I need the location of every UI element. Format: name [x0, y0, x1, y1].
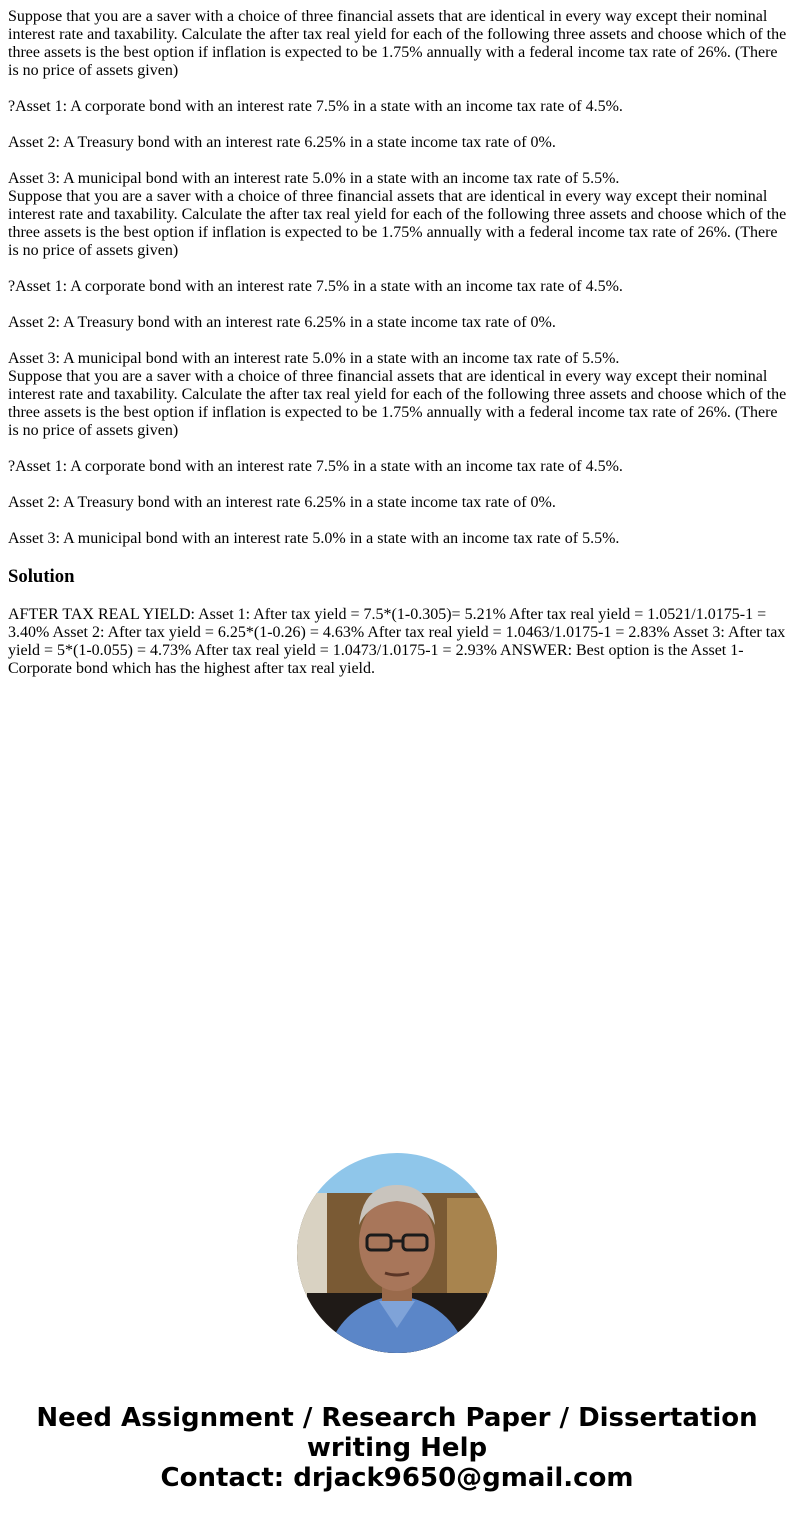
- question-asset-2: Asset 2: A Treasury bond with an interest rate 6.25% in a state income tax rate of 0%.: [8, 314, 556, 331]
- question-asset-2: Asset 2: A Treasury bond with an interest rate 6.25% in a state income tax rate of 0%.: [8, 494, 556, 511]
- footer-banner: [0, 1403, 794, 1493]
- question-asset-2: Asset 2: A Treasury bond with an interest rate 6.25% in a state income tax rate of 0%.: [8, 134, 556, 151]
- footer-contact: Contact: drjack9650@gmail.com: [160, 1463, 634, 1493]
- document-body: [8, 8, 788, 678]
- question-asset-3: Asset 3: A municipal bond with an interest rate 5.0% in a state with an income tax rate of 5.5%.: [8, 530, 620, 547]
- question-intro: Suppose that you are a saver with a choice of three financial assets that are identical in every way except their nominal interest rate and taxability. Calculate the after tax real yield for each of the following three assets and choose which of the three assets is the best option if inflation is expected to be 1.75% annually with a federal income tax rate of 26%. (There is no price of assets given): [8, 8, 787, 79]
- question-block-3: [8, 368, 788, 548]
- question-block-1: [8, 8, 788, 188]
- footer-line-1: Need Assignment / Research Paper / Dissertation: [36, 1403, 758, 1433]
- question-asset-3: Asset 3: A municipal bond with an interest rate 5.0% in a state with an income tax rate of 5.5%.: [8, 350, 620, 367]
- question-intro: Suppose that you are a saver with a choice of three financial assets that are identical in every way except their nominal interest rate and taxability. Calculate the after tax real yield for each of the following three assets and choose which of the three assets is the best option if inflation is expected to be 1.75% annually with a federal income tax rate of 26%. (There is no price of assets given): [8, 188, 787, 259]
- question-asset-1: ?Asset 1: A corporate bond with an interest rate 7.5% in a state with an income tax rate of 4.5%.: [8, 278, 623, 295]
- question-asset-3: Asset 3: A municipal bond with an interest rate 5.0% in a state with an income tax rate of 5.5%.: [8, 170, 620, 187]
- question-asset-1: ?Asset 1: A corporate bond with an interest rate 7.5% in a state with an income tax rate of 4.5%.: [8, 98, 623, 115]
- question-block-2: [8, 188, 788, 368]
- footer-line-2: writing Help: [306, 1433, 488, 1463]
- solution-text: AFTER TAX REAL YIELD: Asset 1: After tax yield = 7.5*(1-0.305)= 5.21% After tax real yield = 1.0521/1.0175-1 = 3.40% Asset 2: After tax yield = 6.25*(1-0.26) = 4.63% After tax real yield = 1.0463/1.0175-1 = 2.83% Asset 3: After tax yield = 5*(1-0.055) = 4.73% After tax real yield = 1.0473/1.0175-1 = 2.93% ANSWER: Best option is the Asset 1- Corporate bond which has the highest after tax real yield.: [8, 606, 786, 677]
- question-intro: Suppose that you are a saver with a choice of three financial assets that are identical in every way except their nominal interest rate and taxability. Calculate the after tax real yield for each of the following three assets and choose which of the three assets is the best option if inflation is expected to be 1.75% annually with a federal income tax rate of 26%. (There is no price of assets given): [8, 368, 787, 439]
- author-avatar: [297, 1153, 497, 1353]
- question-asset-1: ?Asset 1: A corporate bond with an interest rate 7.5% in a state with an income tax rate of 4.5%.: [8, 458, 623, 475]
- solution-heading: Solution: [8, 566, 75, 587]
- author-photo: [297, 1153, 497, 1353]
